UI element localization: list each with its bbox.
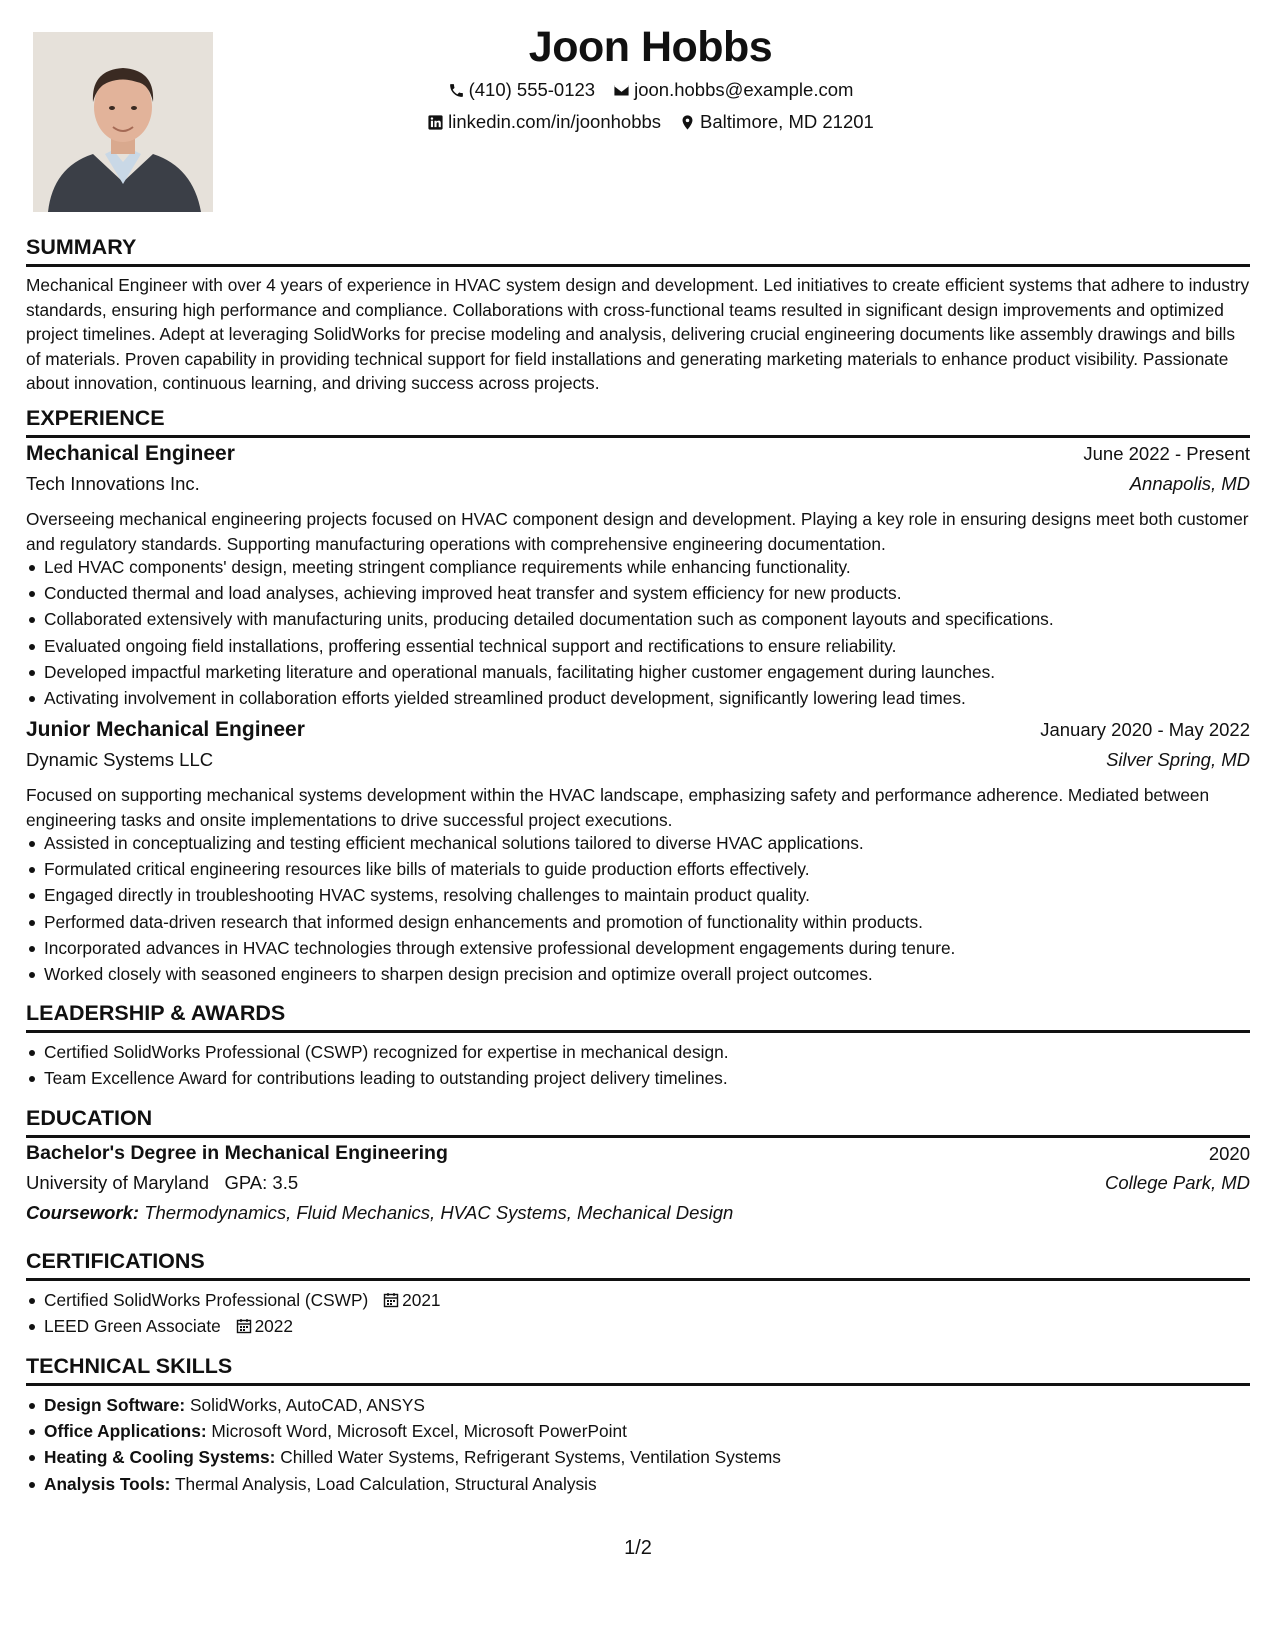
skill-value: Microsoft Word, Microsoft Excel, Microsoft PowerPoint: [211, 1421, 627, 1442]
gpa: GPA: 3.5: [224, 1172, 299, 1193]
job-company: Dynamic Systems LLC: [26, 749, 214, 770]
list-item: Worked closely with seasoned engineers to sharpen design precision and optimize overall project outcomes.: [26, 961, 1250, 987]
skills-list: [26, 1392, 1250, 1497]
certifications-list: [26, 1287, 1250, 1339]
job-dates: June 2022 - Present: [1083, 443, 1250, 464]
list-item: Assisted in conceptualizing and testing efficient mechanical solutions tailored to diverse HVAC applications.: [26, 830, 1250, 856]
skill-value: Thermal Analysis, Load Calculation, Structural Analysis: [174, 1473, 597, 1494]
job-bullets: [26, 554, 1250, 711]
leadership-list: [26, 1039, 1250, 1091]
list-item: [26, 1444, 1250, 1470]
education-heading: EDUCATION: [26, 1104, 1250, 1138]
cert-year: 2022: [254, 1316, 294, 1337]
job-company: Tech Innovations Inc.: [26, 473, 200, 494]
job-description: Overseeing mechanical engineering projects focused on HVAC component design and development. Playing a key role in ensuring designs meet both customer and regulatory standards. Supporting manufacturing operations with comprehensive engineering documentation.: [26, 509, 1249, 554]
school-location: College Park, MD: [1105, 1172, 1250, 1193]
skill-label: Office Applications:: [44, 1421, 207, 1442]
linkedin-text: linkedin.com/in/joonhobbs: [448, 111, 662, 132]
calendar-icon: [236, 1318, 252, 1334]
list-item: Collaborated extensively with manufacturing units, producing detailed documentation such as component layouts and specifications.: [26, 606, 1250, 632]
email-text: joon.hobbs@example.com: [634, 79, 854, 100]
graduation-year: 2020: [1208, 1143, 1250, 1164]
skills-heading: TECHNICAL SKILLS: [26, 1352, 1250, 1386]
skill-label: Analysis Tools:: [44, 1473, 171, 1494]
job-title: Mechanical Engineer: [26, 442, 235, 465]
summary-text: Mechanical Engineer with over 4 years of experience in HVAC system design and development. Led initiatives to create efficient systems that adhere to industry standards, ensuring high performance and compliance. Collaborations with cross-functional teams resulted in significant design improvements and optimized project timelines. Adept at leveraging SolidWorks for precise modeling and analysis, delivering crucial engineering documents like assembly drawings and bills of materials. Proven capability in providing technical support for field installations and generating marketing materials to enhance product visibility. Passionate about innovation, continuous learning, and driving success across projects.: [26, 275, 1250, 393]
map-pin-icon: [679, 114, 696, 131]
header: [26, 20, 1250, 138]
certifications-heading: CERTIFICATIONS: [26, 1247, 1250, 1281]
skill-value: Chilled Water Systems, Refrigerant Systems, Ventilation Systems: [280, 1447, 781, 1468]
contact-row-1: [51, 74, 1250, 106]
job-location: Silver Spring, MD: [1106, 749, 1250, 770]
job-description: Focused on supporting mechanical systems development within the HVAC landscape, emphasizing safety and performance adherence. Mediated between engineering tasks and onsite implementations to drive successful project executions.: [26, 785, 1210, 830]
location-text: Baltimore, MD 21201: [700, 111, 874, 132]
location-contact: [679, 106, 874, 138]
coursework-line: [26, 1202, 733, 1224]
list-item: Team Excellence Award for contributions leading to outstanding project delivery timelines.: [26, 1065, 1250, 1091]
calendar-icon: [383, 1292, 399, 1308]
list-item: Conducted thermal and load analyses, achieving improved heat transfer and system efficiency for new products.: [26, 580, 1250, 606]
envelope-icon: [613, 82, 630, 99]
list-item: Developed impactful marketing literature and operational manuals, facilitating higher customer engagement during launches.: [26, 659, 1250, 685]
list-item: Evaluated ongoing field installations, proffering essential technical support and rectifications to ensure reliability.: [26, 633, 1250, 659]
contact-row-2: [51, 106, 1250, 138]
skill-label: Heating & Cooling Systems:: [44, 1447, 276, 1468]
experience-heading: EXPERIENCE: [26, 404, 1250, 438]
job-location: Annapolis, MD: [1129, 473, 1250, 494]
coursework-list: Thermodynamics, Fluid Mechanics, HVAC Systems, Mechanical Design: [144, 1202, 734, 1223]
skill-label: Design Software:: [44, 1395, 186, 1415]
job-bullets: [26, 830, 1250, 987]
school-line: [26, 1172, 298, 1194]
list-item: [26, 1287, 1250, 1313]
summary-heading: SUMMARY: [26, 233, 1250, 267]
list-item: [26, 1418, 1250, 1444]
school-name: University of Maryland: [26, 1172, 210, 1193]
coursework-label: Coursework:: [26, 1202, 140, 1223]
linkedin-icon: [427, 114, 444, 131]
list-item: Certified SolidWorks Professional (CSWP) recognized for expertise in mechanical design.: [26, 1039, 1250, 1065]
page-number: 1/2: [624, 1537, 652, 1559]
degree-title: Bachelor's Degree in Mechanical Engineering: [26, 1142, 448, 1164]
phone-icon: [448, 82, 465, 99]
email-contact[interactable]: [613, 74, 853, 106]
skill-value: SolidWorks, AutoCAD, ANSYS: [189, 1395, 425, 1415]
cert-year: 2021: [402, 1290, 441, 1310]
cert-name: Certified SolidWorks Professional (CSWP): [44, 1290, 369, 1310]
list-item: Engaged directly in troubleshooting HVAC systems, resolving challenges to maintain product quality.: [26, 882, 1250, 908]
list-item: Led HVAC components' design, meeting stringent compliance requirements while enhancing functionality.: [26, 554, 1250, 580]
list-item: Formulated critical engineering resources like bills of materials to guide production efforts effectively.: [26, 856, 1250, 882]
list-item: Incorporated advances in HVAC technologies through extensive professional development engagements during tenure.: [26, 935, 1250, 961]
list-item: Activating involvement in collaboration efforts yielded streamlined product development, significantly lowering lead times.: [26, 685, 1250, 711]
phone-contact[interactable]: [448, 74, 596, 106]
phone-text: (410) 555-0123: [468, 79, 596, 100]
cert-name: LEED Green Associate: [44, 1316, 221, 1337]
resume-page: [26, 0, 1250, 1650]
leadership-heading: LEADERSHIP & AWARDS: [26, 999, 1250, 1033]
list-item: Performed data-driven research that informed design enhancements and promotion of functionality within products.: [26, 909, 1250, 935]
job-title: Junior Mechanical Engineer: [26, 718, 305, 741]
linkedin-contact[interactable]: [427, 106, 661, 138]
job-dates: January 2020 - May 2022: [1040, 719, 1250, 740]
candidate-name: Joon Hobbs: [528, 23, 773, 71]
list-item: [26, 1313, 1250, 1339]
list-item: [26, 1471, 1250, 1497]
list-item: [26, 1392, 1250, 1418]
